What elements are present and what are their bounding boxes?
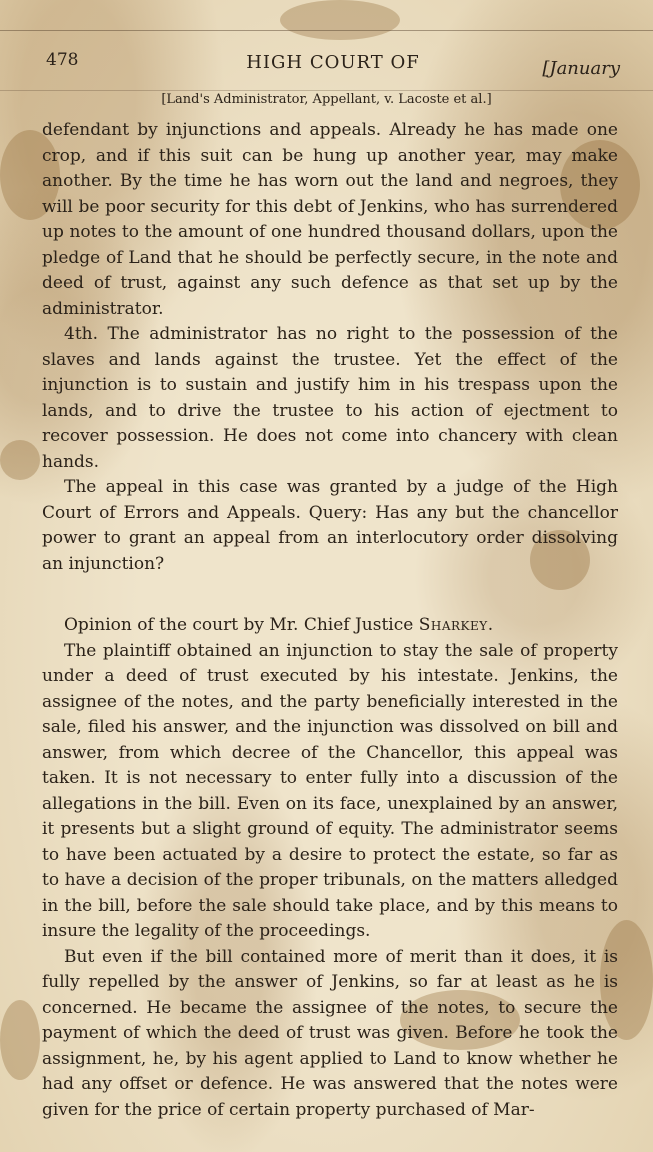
- page-crease: [0, 30, 653, 31]
- opinion-heading: [42, 613, 618, 639]
- paragraph: But even if the bill contained more of merit than it does, it is fully repelled by the answer of Jenkins, so far at least as he is concerned. He became the assignee of the notes, to secure the payment of which the deed of trust was given. Before he took the assignment, he, by his agent applied to Land to know whether he had any offset or defence. He was answered that the notes were given for the price of certain property purchased of Mar-: [42, 946, 618, 1120]
- case-caption: [Land's Administrator, Appellant, v. Lacoste et al.]: [161, 92, 492, 107]
- paragraph: The appeal in this case was granted by a judge of the High Court of Errors and Appeals. Query: Has any but the chancellor power to grant an appeal from an interlocutory order dissolving an injunction?: [42, 477, 618, 574]
- body-text: [42, 118, 618, 1123]
- stain: [280, 0, 400, 40]
- page-number: 478: [46, 50, 79, 70]
- month-label: [January: [542, 58, 620, 79]
- page-header: [46, 50, 620, 80]
- paragraph: 4th. The administrator has no right to the possession of the slaves and lands against the trustee. Yet the effect of the injunction is to sustain and justify him in his trespass upon the lands, and to drive the trustee to his action of ejectment to recover possession. He does not come into chancery with clean hands.: [42, 324, 618, 472]
- stain: [0, 440, 40, 480]
- running-head: HIGH COURT OF: [246, 52, 420, 73]
- page-crease: [0, 90, 653, 91]
- paragraph: The plaintiff obtained an injunction to stay the sale of property under a deed of trust executed by his intestate. Jenkins, the assignee of the notes, and the party beneficially interested in the sale, filed his answer, and the injunction was dissolved on bill and answer, from which decree of the Chancellor, this appeal was taken. It is not necessary to enter fully into a discussion of the allegations in the bill. Even on its face, unexplained by an answer, it presents but a slight ground of equity. The administrator seems to have been actuated by a desire to protect the estate, so far as to have a decision of the proper tribunals, on the matters alledged in the bill, before the sale should take place, and by this means to insure the legality of the proceedings.: [42, 640, 618, 941]
- opinion-intro: Opinion of the court by Mr. Chief Justice: [64, 615, 419, 635]
- paragraph: defendant by injunctions and appeals. Already he has made one crop, and if this suit can be hung up another year, may make another. By the time he has worn out the land and negroes, they will be poor security for this debt of Jenkins, who has surrendered up notes to the amount of one hundred thousand dollars, upon the pledge of Land that he should be perfectly secure, in the note and deed of trust, against any such defence as that set up by the administrator.: [42, 120, 618, 319]
- stain: [0, 1000, 40, 1080]
- judge-name: Sharkey.: [418, 615, 494, 635]
